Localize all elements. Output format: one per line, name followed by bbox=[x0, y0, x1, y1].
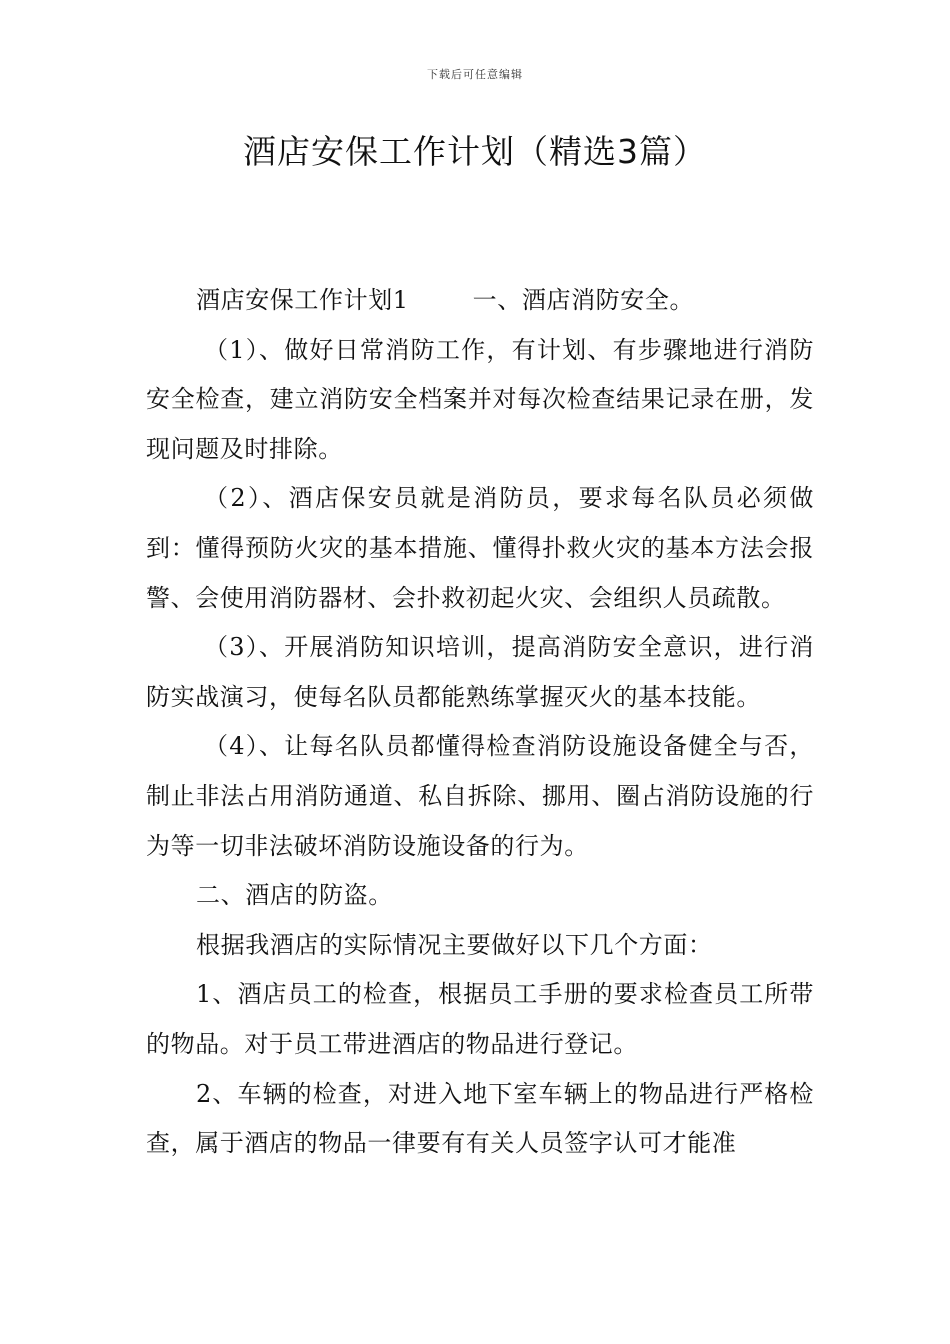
intro-heading: 酒店安保工作计划1 bbox=[196, 286, 409, 314]
section-heading-theft: 二、酒店的防盗。 bbox=[196, 881, 393, 910]
document-body bbox=[146, 276, 814, 1169]
paragraph-theft-2: 2、车辆的检查，对进入地下室车辆上的物品进行严格检查，属于酒店的物品一律要有有关人员签字认可才能准 bbox=[146, 1079, 814, 1158]
paragraph-theft-intro: 根据我酒店的实际情况主要做好以下几个方面： bbox=[196, 930, 713, 959]
intro-line bbox=[146, 276, 814, 326]
paragraph-fire-3: （3）、开展消防知识培训，提高消防安全意识，进行消防实战演习，使每名队员都能熟练掌握灭火的基本技能。 bbox=[146, 633, 814, 711]
paragraph-theft-1: 1、酒店员工的检查，根据员工手册的要求检查员工所带的物品。对于员工带进酒店的物品进行登记。 bbox=[146, 980, 814, 1058]
paragraph-fire-1: （1）、做好日常消防工作，有计划、有步骤地进行消防安全检查，建立消防安全档案并对每次检查结果记录在册，发现问题及时排除。 bbox=[146, 335, 814, 463]
paragraph-fire-2: （2）、酒店保安员就是消防员，要求每名队员必须做到：懂得预防火灾的基本措施、懂得扑救火灾的基本方法会报警、会使用消防器材、会扑救初起火灾、会组织人员疏散。 bbox=[146, 484, 814, 612]
document-title: 酒店安保工作计划（精选3篇） bbox=[243, 132, 707, 171]
paragraph-fire-4: （4）、让每名队员都懂得检查消防设施设备健全与否，制止非法占用消防通道、私自拆除、挪用、圈占消防设施的行为等一切非法破坏消防设施设备的行为。 bbox=[146, 732, 814, 860]
header-note: 下载后可任意编辑 bbox=[427, 68, 523, 81]
section-heading-fire-safety: 一、酒店消防安全。 bbox=[472, 286, 695, 314]
